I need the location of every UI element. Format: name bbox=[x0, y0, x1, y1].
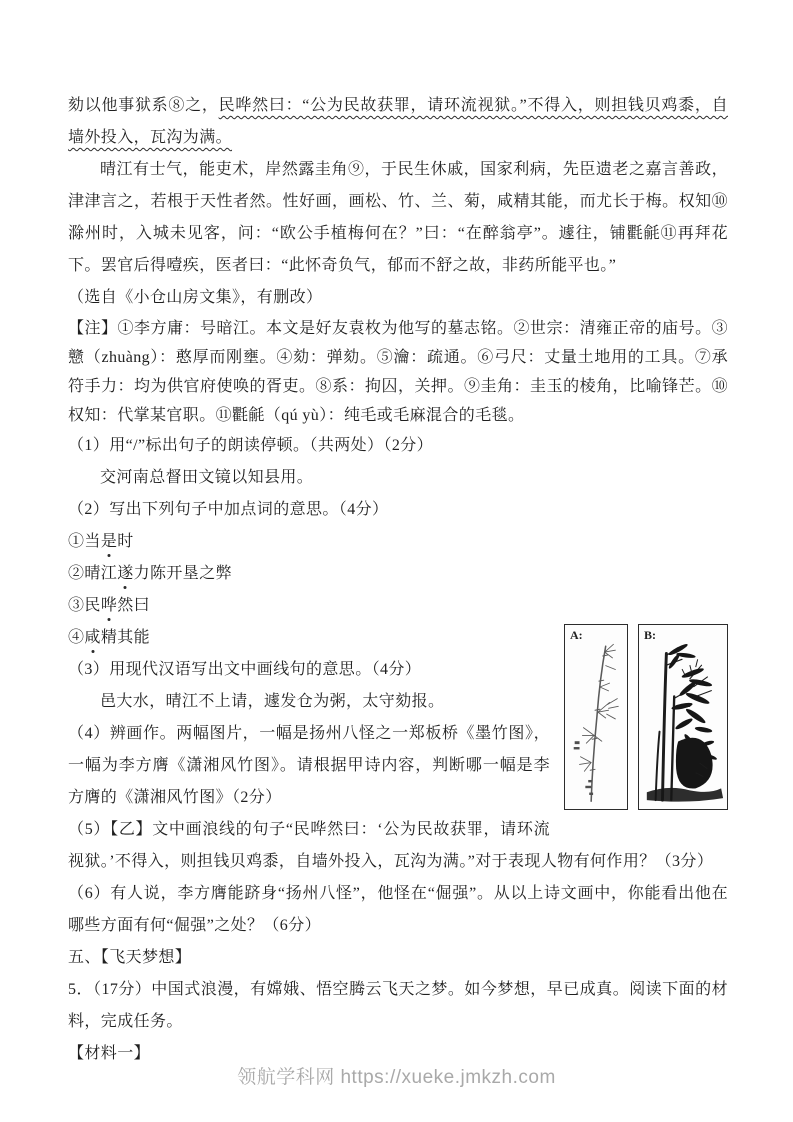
text-run: 【材料一】 bbox=[68, 1045, 151, 1062]
text-run: 五、【飞天梦想】 bbox=[68, 949, 192, 966]
text-run: 5．（17分）中国式浪漫，有嫦娥、悟空腾云飞天之梦。如今梦想，早已成真。阅读下面的材料，完成任务。 bbox=[68, 981, 728, 1030]
question-2-item-2 bbox=[68, 558, 728, 590]
text-run: 精其能 bbox=[100, 629, 151, 646]
text-block-upper bbox=[68, 90, 728, 622]
text-run: （选自《小仓山房文集》，有删改） bbox=[68, 289, 323, 306]
source-line bbox=[68, 282, 728, 314]
text-run: 邑大水，晴江不上请，遽发仓为粥，太守劾报。 bbox=[100, 693, 445, 710]
text-run: 劾以他事狱系⑧之， bbox=[68, 97, 219, 114]
text-run: ③民 bbox=[68, 597, 101, 614]
text-run: （2）写出下列句子中加点词的意思。（4分） bbox=[68, 501, 389, 518]
text-block-lower bbox=[68, 622, 728, 1070]
wavy-underlined-text: 民哗然曰：“公为民故获罪，请环流视狱。”不得入，则担钱贝鸡黍，自墙外投入，瓦沟为满。 bbox=[68, 97, 728, 146]
emphasized-word: 是 bbox=[100, 533, 118, 550]
question-2-item-3 bbox=[68, 590, 728, 622]
bamboo-painting-a bbox=[564, 624, 628, 810]
emphasized-word: 哗 bbox=[100, 597, 118, 614]
text-run: 交河南总督田文镜以知县用。 bbox=[100, 469, 314, 486]
bamboo-painting-b bbox=[638, 624, 728, 810]
painting-a-label: A: bbox=[570, 628, 583, 642]
text-run: （1）用“/”标出句子的朗读停顿。（共两处）（2分） bbox=[68, 437, 434, 454]
emphasized-word: 咸 bbox=[84, 629, 101, 646]
passage-line-underlined bbox=[68, 90, 728, 154]
text-run: ①当 bbox=[68, 533, 101, 550]
text-run: （3）用现代汉语写出文中画线句的意思。（4分） bbox=[68, 661, 422, 678]
footer-watermark: 领航学科网 https://xueke.jmkzh.com bbox=[237, 1067, 556, 1088]
question-2 bbox=[68, 494, 728, 526]
text-run: ④ bbox=[68, 629, 85, 646]
text-run: 然曰 bbox=[117, 597, 151, 614]
question-2-item-1 bbox=[68, 526, 728, 558]
exam-content bbox=[68, 90, 728, 1070]
notes-paragraph bbox=[68, 314, 728, 430]
text-run: （4）辨画作。两幅图片，一幅是扬州八怪之一郑板桥《墨竹图》，一幅为李方膺《潇湘风竹图》。请根据甲诗内容，判断哪一幅是李方膺的《潇湘风竹图》（2分） bbox=[68, 725, 550, 806]
question-6 bbox=[68, 878, 728, 942]
text-run: （5）【乙】文中画浪线的句子“民哗然曰：‘公为民故获罪，请环流视狱。’不得入，则担钱贝鸡黍，自墙外投入，瓦沟为满。”对于表现人物有何作用？（3分） bbox=[68, 821, 714, 870]
text-run: 力陈开垦之弊 bbox=[133, 565, 233, 582]
bamboo-sketch-b-image bbox=[639, 625, 727, 809]
question-5-main bbox=[68, 974, 728, 1038]
text-run: 时 bbox=[117, 533, 134, 550]
question-1 bbox=[68, 430, 728, 462]
text-run: （6）有人说，李方膺能跻身“扬州八怪”，他怪在“倔强”。从以上诗文画中，你能看出他在哪些方面有何“倔强”之处？（6分） bbox=[68, 885, 728, 934]
question-5 bbox=[68, 814, 728, 878]
bamboo-sketch-a-image bbox=[565, 625, 627, 809]
passage-paragraph bbox=[68, 154, 728, 282]
emphasized-word: 遂 bbox=[117, 565, 134, 582]
question-1-sentence bbox=[68, 462, 728, 494]
text-run: 【注】①李方庸：号暗江。本文是好友袁枚为他写的墓志铭。②世宗：清雍正帝的庙号。③戆（zhuàng）：憨厚而刚壅。④劾：弹劾。⑤瀹：疏通。⑥弓尺：丈量土地用的工具。⑦承符手力：均为供官府使唤的胥吏。⑧系：拘囚，关押。⑨圭角：圭玉的棱角，比喻锋芒。⑩权知：代掌某官职。⑪氍毹（qú yù）：纯毛或毛麻混合的毛毯。 bbox=[68, 320, 728, 424]
painting-figure bbox=[564, 624, 728, 810]
text-run: 晴江有士气，能吏术，岸然露圭角⑨，于民生休戚，国家利病，先臣遗老之嘉言善政，津津言之，若根于天性者然。性好画，画松、竹、兰、菊，咸精其能，而尤长于梅。权知⑩滁州时，入城未见客，问：“欧公手植梅何在？”曰：“在醉翁亭”。遽往，铺氍毹⑪再拜花下。罢官后得噎疾，医者曰：“此怀奇负气，郁而不舒之故，非药所能平也。” bbox=[68, 161, 728, 274]
painting-b-label: B: bbox=[644, 628, 656, 642]
section-5-title bbox=[68, 942, 728, 974]
text-run: ②晴江 bbox=[68, 565, 118, 582]
